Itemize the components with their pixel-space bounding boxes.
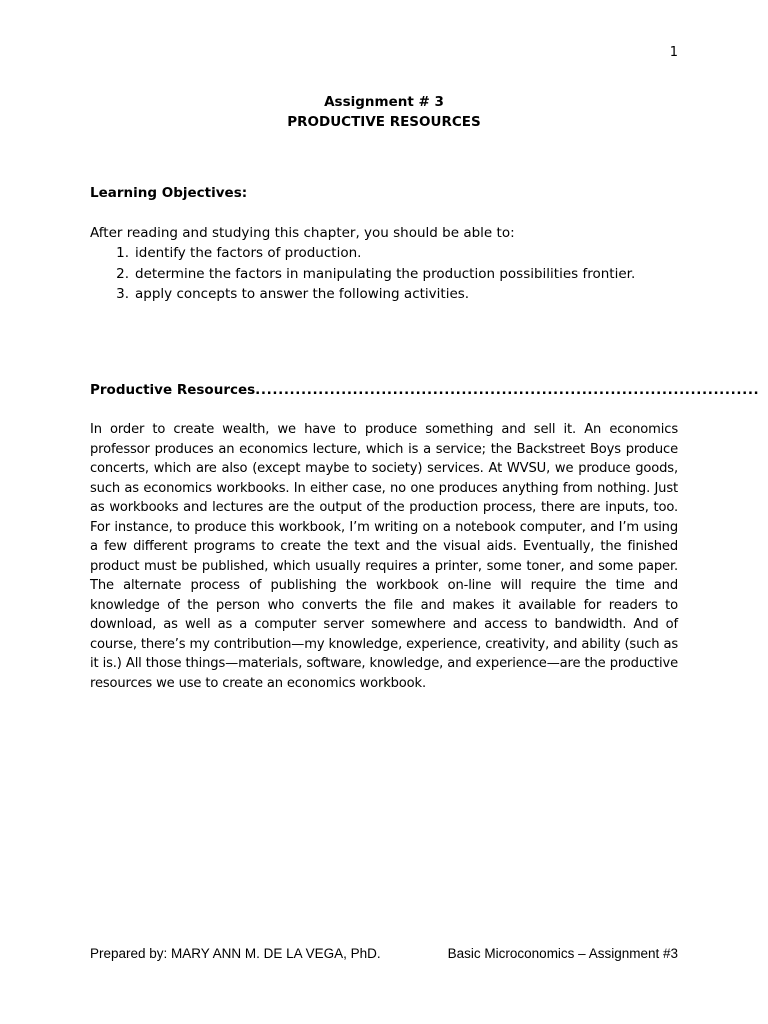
body-paragraph: In order to create wealth, we have to produce something and sell it. An economics professor produces an economics lecture, which is a service; the Backstreet Boys produce concerts, which are also (except maybe to society) services. At WVSU, we produce goods, such as economics workbooks. In either case, no one produces anything from nothing. Just as workbooks and lectures are the output of the production process, there are inputs, too. For instance, to produce this workbook, I’m writing on a notebook computer, and I’m using a few different programs to create the text and the visual aids. Eventually, the finished product must be published, which usually requires a printer, some toner, and some paper. The alternate process of publishing the workbook on-line will require the time and knowledge of the person who converts the file and makes it available for readers to download, as well as a computer server somewhere and access to bandwidth. And of course, there’s my contribution—my knowledge, experience, creativity, and ability (such as it is.) All those things—materials, software, knowledge, and experience—are the productive resources we use to create an economics workbook. [90, 422, 678, 691]
list-item-number: 3. [116, 286, 129, 302]
list-item [90, 243, 635, 264]
learning-objectives-intro: After reading and studying this chapter, you should be able to: [90, 225, 515, 241]
productive-resources-heading [90, 381, 759, 399]
section-heading-text: Productive Resources [90, 382, 256, 398]
list-item-number: 2. [116, 265, 129, 282]
document-title [90, 92, 678, 132]
footer-course: Basic Microconomics – Assignment #3 [447, 946, 678, 961]
list-item-text: apply concepts to answer the following activities. [135, 286, 470, 302]
list-item-text: determine the factors in manipulating the production possibilities frontier. [135, 265, 636, 282]
learning-objectives-heading: Learning Objectives: [90, 185, 248, 201]
list-item [90, 264, 635, 285]
learning-objectives-list [90, 243, 635, 305]
assignment-title: Assignment # 3 [324, 94, 444, 110]
list-item-number: 1. [116, 245, 129, 261]
list-item-text: identify the factors of production. [135, 245, 362, 261]
page-number: 1 [669, 45, 678, 60]
footer-author: Prepared by: MARY ANN M. DE LA VEGA, PhD. [90, 946, 381, 961]
list-item [90, 284, 635, 305]
leader-dots: ........................................................................................ [255, 382, 760, 398]
assignment-subtitle: PRODUCTIVE RESOURCES [287, 114, 481, 130]
